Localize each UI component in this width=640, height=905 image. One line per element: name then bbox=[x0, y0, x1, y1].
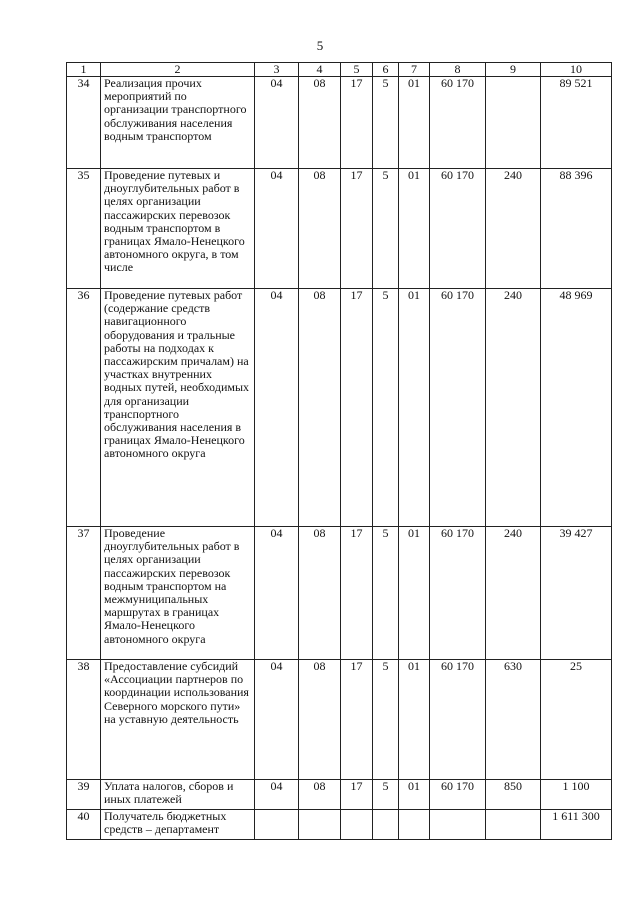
column-header: 1 bbox=[67, 63, 101, 77]
row-number: 39 bbox=[67, 780, 101, 810]
cell-col8: 60 170 bbox=[430, 780, 486, 810]
cell-col4: 08 bbox=[299, 527, 341, 660]
row-description: Проведение путевых работ (содержание средств навигационного оборудования и тральные работы на подходах к пассажирским причалам) на участках внутренних водных путей, необходимых для организации транспортного обслуживания населения в границах Ямало-Ненецкого автономного округа bbox=[101, 289, 255, 527]
cell-col8: 60 170 bbox=[430, 169, 486, 289]
cell-col6: 5 bbox=[373, 77, 399, 169]
cell-col4: 08 bbox=[299, 660, 341, 780]
row-description: Уплата налогов, сборов и иных платежей bbox=[101, 780, 255, 810]
row-number: 40 bbox=[67, 810, 101, 840]
cell-col6: 5 bbox=[373, 660, 399, 780]
cell-col10: 39 427 bbox=[541, 527, 612, 660]
cell-col10: 1 100 bbox=[541, 780, 612, 810]
cell-col3: 04 bbox=[255, 527, 299, 660]
cell-col4: 08 bbox=[299, 780, 341, 810]
cell-col7: 01 bbox=[399, 289, 430, 527]
cell-col7: 01 bbox=[399, 77, 430, 169]
cell-col9: 240 bbox=[486, 289, 541, 527]
table-row bbox=[67, 289, 612, 527]
cell-col6 bbox=[373, 810, 399, 840]
cell-col9: 240 bbox=[486, 527, 541, 660]
cell-col10: 88 396 bbox=[541, 169, 612, 289]
column-header: 5 bbox=[341, 63, 373, 77]
cell-col5: 17 bbox=[341, 289, 373, 527]
cell-col9 bbox=[486, 77, 541, 169]
cell-col4: 08 bbox=[299, 77, 341, 169]
column-header: 10 bbox=[541, 63, 612, 77]
table-row bbox=[67, 780, 612, 810]
cell-col8 bbox=[430, 810, 486, 840]
table-row bbox=[67, 527, 612, 660]
cell-col3: 04 bbox=[255, 169, 299, 289]
column-header: 7 bbox=[399, 63, 430, 77]
cell-col6: 5 bbox=[373, 527, 399, 660]
row-number: 38 bbox=[67, 660, 101, 780]
cell-col3: 04 bbox=[255, 780, 299, 810]
column-header: 8 bbox=[430, 63, 486, 77]
cell-col10: 25 bbox=[541, 660, 612, 780]
row-description: Получатель бюджетных средств – департамент bbox=[101, 810, 255, 840]
cell-col4: 08 bbox=[299, 289, 341, 527]
budget-table bbox=[66, 62, 612, 840]
cell-col6: 5 bbox=[373, 169, 399, 289]
cell-col4: 08 bbox=[299, 169, 341, 289]
column-header: 3 bbox=[255, 63, 299, 77]
cell-col8: 60 170 bbox=[430, 527, 486, 660]
cell-col5: 17 bbox=[341, 169, 373, 289]
cell-col3: 04 bbox=[255, 77, 299, 169]
row-description: Реализация прочих мероприятий по организации транспортного обслуживания населения водным транспортом bbox=[101, 77, 255, 169]
row-number: 35 bbox=[67, 169, 101, 289]
table-row bbox=[67, 169, 612, 289]
cell-col6: 5 bbox=[373, 289, 399, 527]
column-header: 2 bbox=[101, 63, 255, 77]
cell-col7: 01 bbox=[399, 780, 430, 810]
row-description: Проведение дноуглубительных работ в целях организации пассажирских перевозок водным транспортом на межмуниципальных маршрутах в границах Ямало-Ненецкого автономного округа bbox=[101, 527, 255, 660]
column-header: 9 bbox=[486, 63, 541, 77]
column-header: 4 bbox=[299, 63, 341, 77]
cell-col5: 17 bbox=[341, 660, 373, 780]
cell-col8: 60 170 bbox=[430, 289, 486, 527]
cell-col5 bbox=[341, 810, 373, 840]
cell-col9: 630 bbox=[486, 660, 541, 780]
column-header: 6 bbox=[373, 63, 399, 77]
cell-col9: 850 bbox=[486, 780, 541, 810]
cell-col3: 04 bbox=[255, 289, 299, 527]
cell-col5: 17 bbox=[341, 527, 373, 660]
cell-col7: 01 bbox=[399, 169, 430, 289]
cell-col10: 48 969 bbox=[541, 289, 612, 527]
table-row bbox=[67, 660, 612, 780]
cell-col9 bbox=[486, 810, 541, 840]
header-row bbox=[67, 63, 612, 77]
cell-col7 bbox=[399, 810, 430, 840]
row-description: Предоставление субсидий «Ассоциации партнеров по координации использования Северного морского пути» на уставную деятельность bbox=[101, 660, 255, 780]
cell-col7: 01 bbox=[399, 660, 430, 780]
row-description: Проведение путевых и дноуглубительных работ в целях организации пассажирских перевозок водным транспортом в границах Ямало-Ненецкого автономного округа, в том числе bbox=[101, 169, 255, 289]
cell-col7: 01 bbox=[399, 527, 430, 660]
cell-col9: 240 bbox=[486, 169, 541, 289]
cell-col10: 1 611 300 bbox=[541, 810, 612, 840]
page-number: 5 bbox=[316, 38, 324, 53]
row-number: 34 bbox=[67, 77, 101, 169]
cell-col5: 17 bbox=[341, 780, 373, 810]
row-number: 36 bbox=[67, 289, 101, 527]
row-number: 37 bbox=[67, 527, 101, 660]
cell-col6: 5 bbox=[373, 780, 399, 810]
cell-col8: 60 170 bbox=[430, 77, 486, 169]
table-row bbox=[67, 77, 612, 169]
cell-col3 bbox=[255, 810, 299, 840]
cell-col3: 04 bbox=[255, 660, 299, 780]
table-row bbox=[67, 810, 612, 840]
cell-col4 bbox=[299, 810, 341, 840]
cell-col5: 17 bbox=[341, 77, 373, 169]
cell-col10: 89 521 bbox=[541, 77, 612, 169]
cell-col8: 60 170 bbox=[430, 660, 486, 780]
